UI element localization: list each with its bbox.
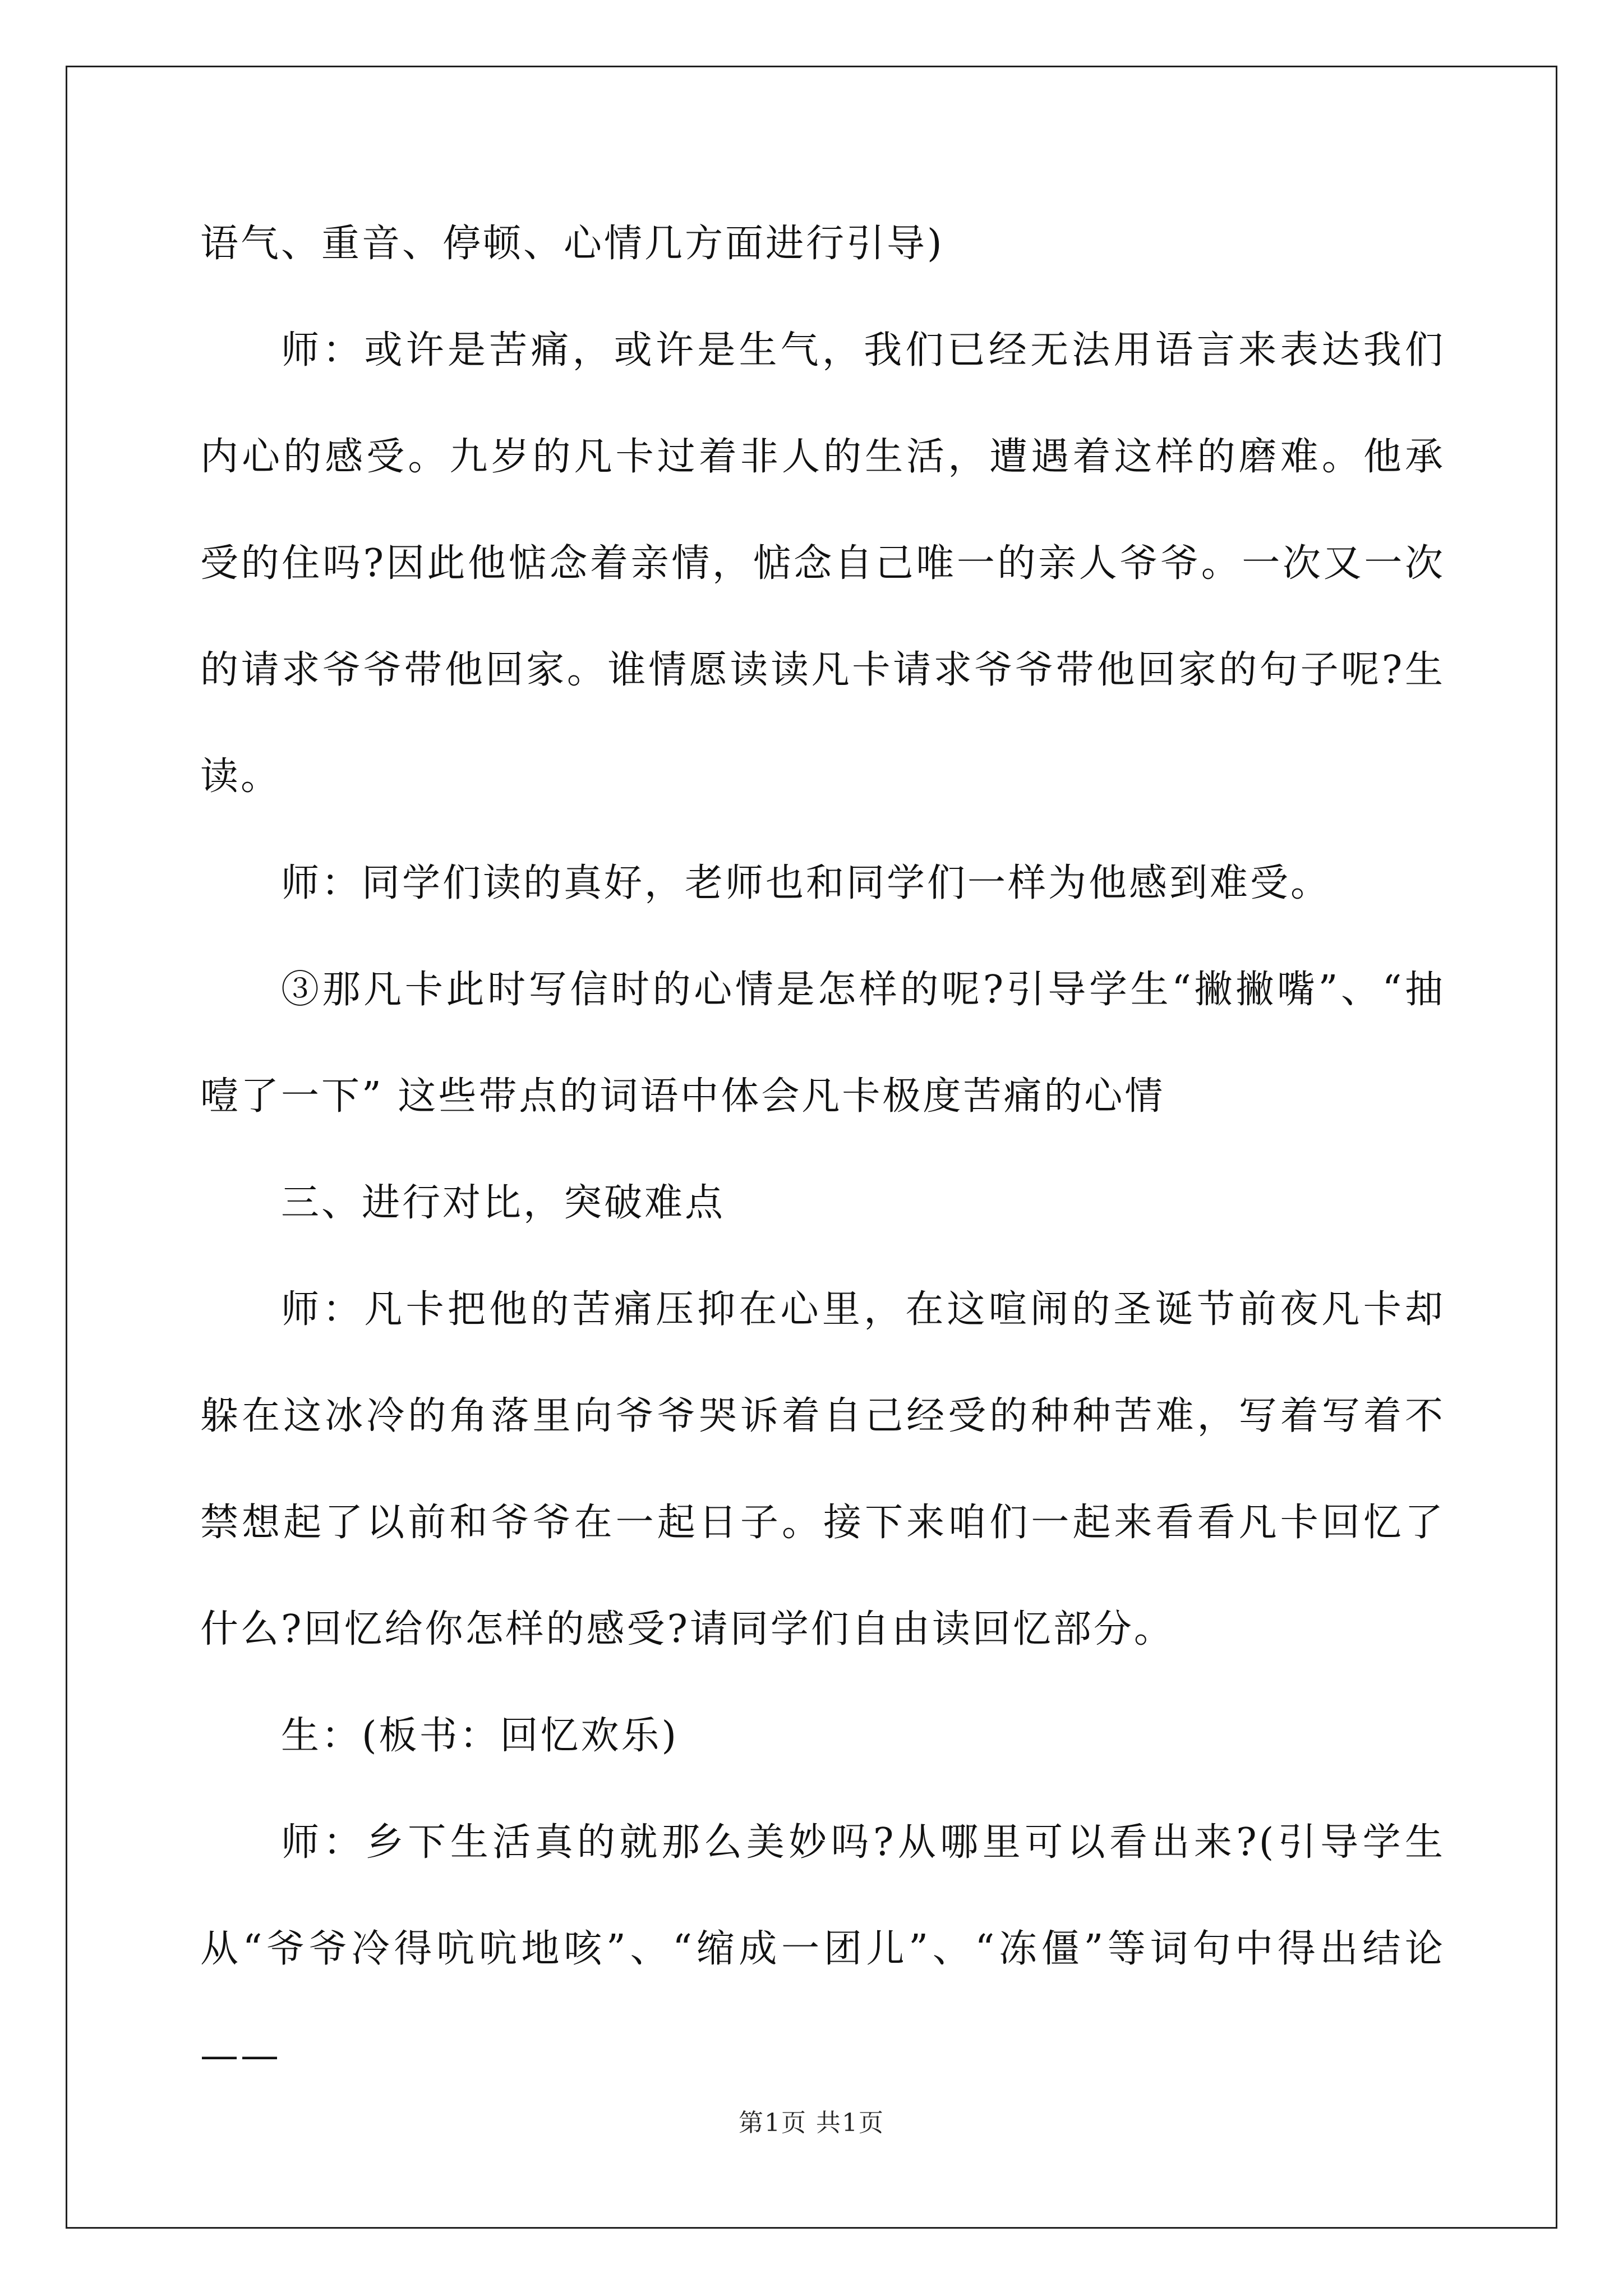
paragraph-1: 语气、重音、停顿、心情几方面进行引导) (200, 222, 944, 266)
page-footer: 第1页 共1页 (739, 2109, 884, 2137)
section-heading: 三、进行对比，突破难点 (281, 1181, 726, 1225)
paragraph-6: 生：(板书：回忆欢乐) (281, 1714, 679, 1758)
paragraph-2: 师：或许是苦痛，或许是生气，我们已经无法用语言来表达我们内心的感受。九岁的凡卡过着非人的生活，遭遇着这样的磨难。他承受的住吗?因此他惦念着亲情，惦念自己唯一的亲人爷爷。一次又一次的请求爷爷带他回家。谁情愿读读凡卡请求爷爷带他回家的句子呢?生读。 (200, 328, 1445, 799)
document-body (200, 191, 1445, 2109)
paragraph-4: ③那凡卡此时写信时的心情是怎样的呢?引导学生“撇撇嘴”、“抽噎了一下” 这些带点的词语中体会凡卡极度苦痛的心情 (200, 968, 1445, 1119)
paragraph-7: 师：乡下生活真的就那么美妙吗?从哪里可以看出来?(引导学生从“爷爷冷得吭吭地咳”、“缩成一团儿”、“冻僵”等词句中得出结论—— (200, 1820, 1445, 2078)
paragraph-3: 师：同学们读的真好，老师也和同学们一样为他感到难受。 (281, 861, 1331, 905)
paragraph-5: 师：凡卡把他的苦痛压抑在心里，在这喧闹的圣诞节前夜凡卡却躲在这冰冷的角落里向爷爷哭诉着自己经受的种种苦难，写着写着不禁想起了以前和爷爷在一起日子。接下来咱们一起来看看凡卡回忆了什么?回忆给你怎样的感受?请同学们自由读回忆部分。 (200, 1287, 1445, 1651)
